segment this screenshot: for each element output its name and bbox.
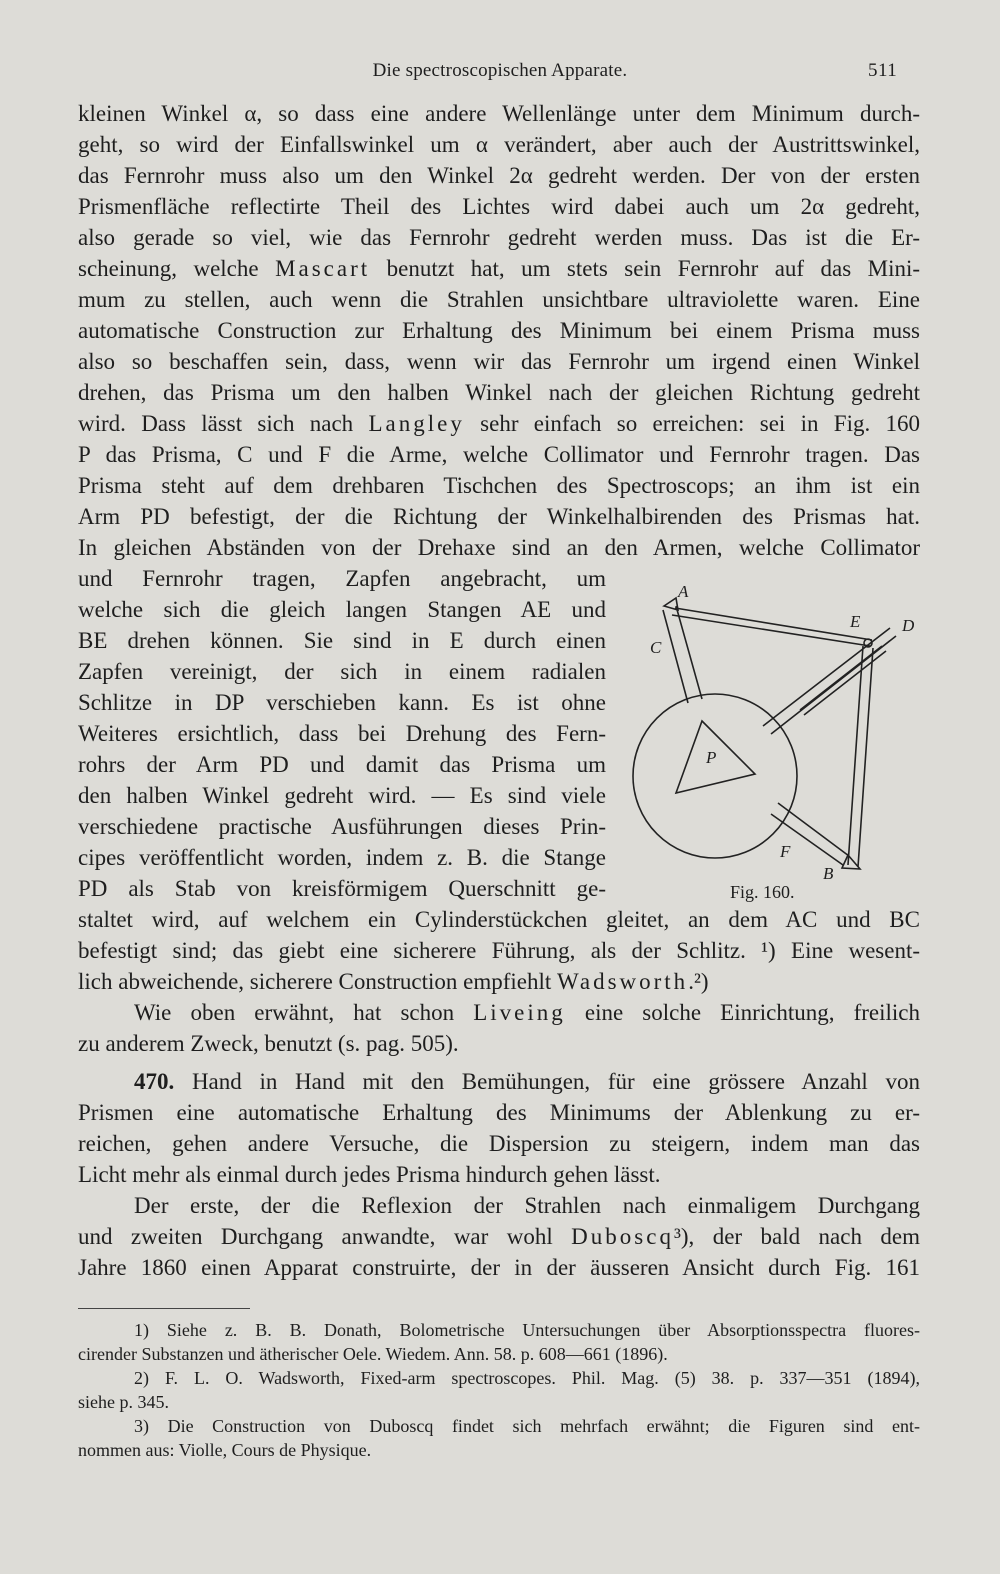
text-line: PD als Stab von kreisförmigem Querschnitt ge- bbox=[78, 876, 606, 901]
footnote-line: 3) Die Construction von Duboscq findet sich mehrfach erwähnt; die Figuren sind ent- bbox=[134, 1416, 920, 1436]
text-line: In gleichen Abständen von der Drehaxe sind an den Armen, welche Collimator bbox=[78, 535, 920, 560]
rod-ae bbox=[672, 608, 872, 646]
text-line: befestigt sind; das giebt eine sicherere Führung, als der Schlitz. ¹) Eine wesent- bbox=[78, 938, 920, 963]
text-line: BE drehen können. Sie sind in E durch einen bbox=[78, 628, 606, 653]
text-line: geht, so wird der Einfallswinkel um α verändert, aber auch der Austrittswinkel, bbox=[78, 132, 920, 157]
text-line: staltet wird, auf welchem ein Cylinderstückchen gleitet, an dem AC und BC bbox=[78, 907, 920, 932]
text-line: cipes veröffentlicht worden, indem z. B. die Stange bbox=[78, 845, 606, 870]
text-line: reichen, gehen andere Versuche, die Dispersion zu steigern, indem man das bbox=[78, 1131, 920, 1156]
text-line: den halben Winkel gedreht wird. — Es sind viele bbox=[78, 783, 606, 808]
text-fragment: wird. Dass lässt sich nach bbox=[78, 411, 354, 436]
text-fragment: lich abweichende, sicherere Construction empfiehlt bbox=[78, 969, 552, 994]
text-line: Zapfen vereinigt, der sich in einem radialen bbox=[78, 659, 606, 684]
text-line: Der erste, der die Reflexion der Strahlen nach einmaligem Durchgang bbox=[134, 1193, 920, 1218]
label-d: D bbox=[902, 616, 915, 635]
label-a: A bbox=[678, 582, 689, 601]
text-line bbox=[78, 1066, 920, 1097]
text-fragment: .²) bbox=[688, 969, 709, 994]
text-line: und Fernrohr tragen, Zapfen angebracht, um bbox=[78, 566, 606, 591]
author-name: Langley bbox=[368, 411, 465, 436]
section-number: 470. bbox=[134, 1069, 175, 1094]
text-line bbox=[78, 966, 920, 997]
author-name: Duboscq bbox=[571, 1224, 674, 1249]
text-line: Weiteres ersichtlich, dass bei Drehung des Fern- bbox=[78, 721, 606, 746]
text-line: welche sich die gleich langen Stangen AE und bbox=[78, 597, 606, 622]
text-fragment: sehr einfach so erreichen: sei in Fig. 160 bbox=[480, 411, 921, 436]
label-e: E bbox=[850, 612, 861, 631]
footnote-line: nommen aus: Violle, Cours de Physique. bbox=[78, 1440, 372, 1460]
footnote-line: cirender Substanzen und ätherischer Oele. Wiedem. Ann. 58. p. 608—661 (1896). bbox=[78, 1344, 668, 1364]
text-fragment: benutzt hat, um stets sein Fernrohr auf das Mini- bbox=[386, 256, 921, 281]
text-line bbox=[78, 997, 920, 1028]
text-line: verschiedene practische Ausführungen dieses Prin- bbox=[78, 814, 606, 839]
figure-160 bbox=[620, 578, 920, 908]
text-fragment: ³), der bald nach dem bbox=[673, 1224, 920, 1249]
footnote-line: 1) Siehe z. B. B. Donath, Bolometrische Untersuchungen über Absorptionsspectra fluores- bbox=[134, 1320, 920, 1340]
text-line: Prisma steht auf dem drehbaren Tischchen des Spectroscops; an ihm ist ein bbox=[78, 473, 920, 498]
text-line: rohrs der Arm PD und damit das Prisma um bbox=[78, 752, 606, 777]
text-fragment: eine solche Einrichtung, freilich bbox=[584, 1000, 921, 1025]
page-number: 511 bbox=[868, 60, 898, 81]
text-line: Licht mehr als einmal durch jedes Prisma hindurch gehen lässt. bbox=[78, 1162, 661, 1187]
text-line: kleinen Winkel α, so dass eine andere Wellenlänge unter dem Minimum durch- bbox=[78, 101, 920, 126]
text-line: also gerade so viel, wie das Fernrohr gedreht werden muss. Das ist die Er- bbox=[78, 225, 920, 250]
text-line bbox=[78, 1221, 920, 1252]
label-p: P bbox=[706, 748, 717, 767]
footnote-rule bbox=[78, 1308, 250, 1309]
text-line: mum zu stellen, auch wenn die Strahlen unsichtbare ultraviolette waren. Eine bbox=[78, 287, 920, 312]
collimator-arm bbox=[663, 606, 702, 703]
text-fragment: Wie oben erwähnt, hat schon bbox=[134, 1000, 455, 1025]
text-line: automatische Construction zur Erhaltung des Minimum bei einem Prisma muss bbox=[78, 318, 920, 343]
text-line bbox=[78, 408, 920, 439]
author-name: Wadsworth bbox=[557, 969, 689, 994]
footnote-line: 2) F. L. O. Wadsworth, Fixed-arm spectroscopes. Phil. Mag. (5) 38. p. 337—351 (1894), bbox=[134, 1368, 920, 1388]
text-line: Schlitze in DP verschieben kann. Es ist ohne bbox=[78, 690, 606, 715]
footnote-line: siehe p. 345. bbox=[78, 1392, 169, 1412]
text-line: zu anderem Zweck, benutzt (s. pag. 505). bbox=[78, 1031, 459, 1056]
author-name: Liveing bbox=[473, 1000, 566, 1025]
text-line: Prismenfläche reflectirte Theil des Lichtes wird dabei auch um 2α gedreht, bbox=[78, 194, 920, 219]
label-b: B bbox=[823, 864, 834, 883]
text-line: das Fernrohr muss also um den Winkel 2α gedreht werden. Der von der ersten bbox=[78, 163, 920, 188]
text-line: also so beschaffen sein, dass, wenn wir das Fernrohr um irgend einen Winkel bbox=[78, 349, 920, 374]
text-fragment: Hand in Hand mit den Bemühungen, für eine grössere Anzahl von bbox=[191, 1069, 920, 1094]
label-c: C bbox=[650, 638, 662, 657]
running-header: Die spectroscopischen Apparate. bbox=[372, 60, 628, 81]
text-fragment: und zweiten Durchgang anwandte, war wohl bbox=[78, 1224, 553, 1249]
text-line: Prismen eine automatische Erhaltung des Minimums der Ablenkung zu er- bbox=[78, 1100, 920, 1125]
author-name: Mascart bbox=[275, 256, 371, 281]
figure-caption: Fig. 160. bbox=[730, 882, 795, 902]
spectroscope-diagram bbox=[620, 578, 920, 908]
pivot-b bbox=[842, 855, 860, 869]
text-line: drehen, das Prisma um den halben Winkel nach der gleichen Richtung gedreht bbox=[78, 380, 920, 405]
text-line bbox=[78, 253, 920, 284]
arm-pd bbox=[763, 628, 896, 734]
label-f: F bbox=[780, 842, 791, 861]
text-line: Jahre 1860 einen Apparat construirte, der in der äusseren Ansicht durch Fig. 161 bbox=[78, 1255, 920, 1280]
text-fragment: scheinung, welche bbox=[78, 256, 259, 281]
rod-be bbox=[848, 646, 873, 867]
text-line: Arm PD befestigt, der die Richtung der Winkelhalbirenden des Prismas hat. bbox=[78, 504, 920, 529]
text-line: P das Prisma, C und F die Arme, welche Collimator und Fernrohr tragen. Das bbox=[78, 442, 920, 467]
